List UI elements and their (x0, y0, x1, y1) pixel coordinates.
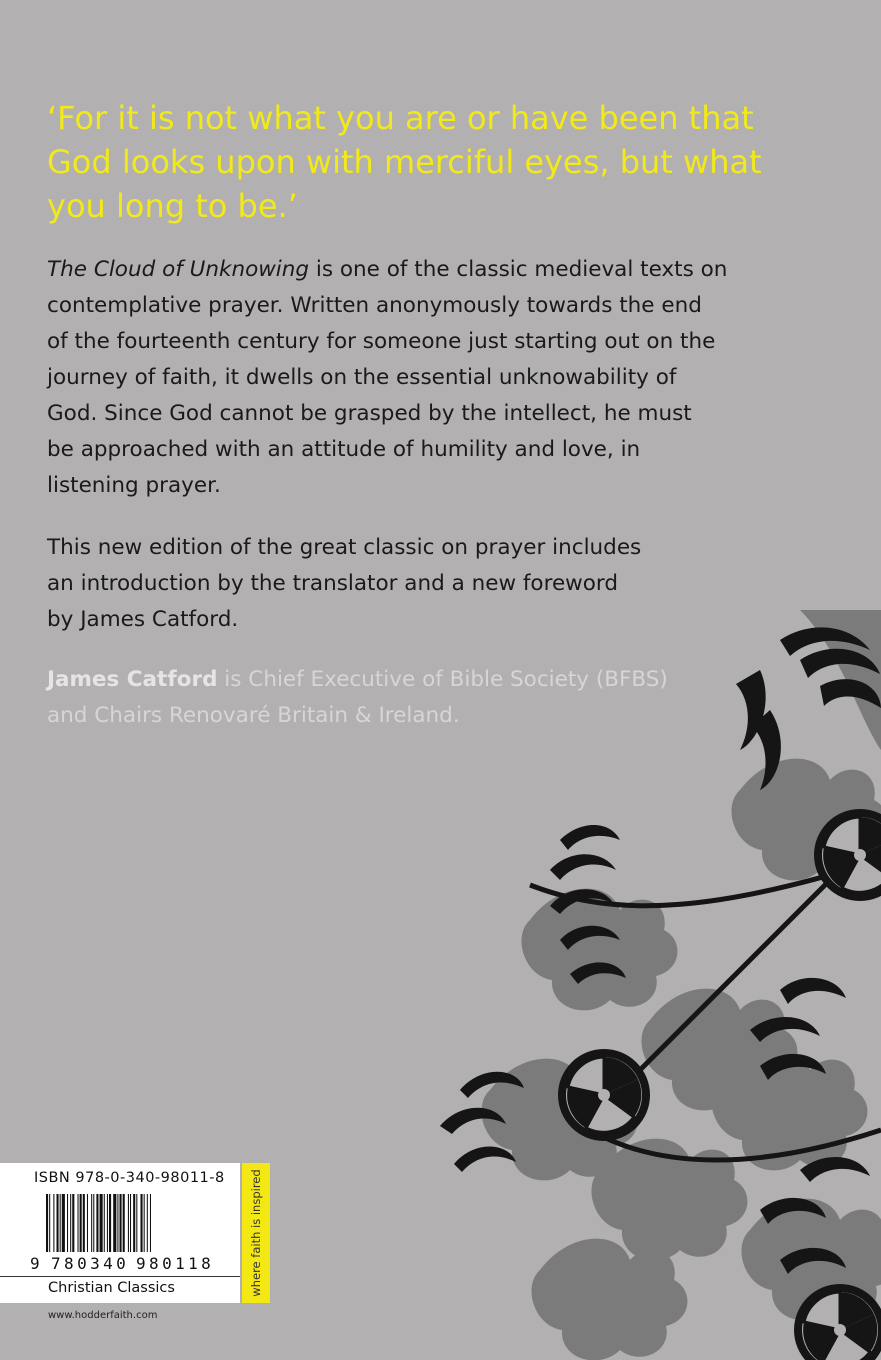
edition-line: an introduction by the translator and a new foreword (47, 571, 619, 596)
barcode-bar (78, 1194, 79, 1252)
barcode-bar (83, 1194, 85, 1252)
barcode-bar (144, 1194, 145, 1252)
barcode-bar (120, 1194, 122, 1252)
barcode-bar (49, 1194, 50, 1252)
description-line-rest: is one of the classic medieval texts on (309, 257, 728, 282)
barcode-bar (107, 1194, 108, 1252)
barcode-bar (130, 1194, 131, 1252)
quote (47, 96, 807, 228)
barcode-bar (67, 1194, 68, 1252)
barcode-digit-first: 9 (30, 1254, 44, 1273)
barcode-bar (100, 1194, 103, 1252)
barcode-bar (70, 1194, 71, 1252)
barcode-bar (80, 1194, 82, 1252)
book-title: The Cloud of Unknowing (47, 257, 310, 282)
edition-line: by James Catford. (47, 607, 239, 632)
quote-line: you long to be.’ (47, 187, 298, 225)
barcode-bar (113, 1194, 116, 1252)
author-note-line: and Chairs Renovaré Britain & Ireland. (47, 703, 460, 728)
barcode-bar (60, 1194, 61, 1252)
floral-ornament (420, 610, 881, 1360)
barcode-digits-right: 980118 (136, 1254, 215, 1273)
barcode-bar (117, 1194, 118, 1252)
quote-line: God looks upon with merciful eyes, but what (47, 143, 762, 181)
isbn-label: ISBN 978-0-340-98011-8 (34, 1170, 225, 1186)
series-label: Christian Classics (48, 1280, 175, 1296)
description-line: journey of faith, it dwells on the essential unknowability of (47, 365, 677, 390)
barcode-bar (87, 1194, 88, 1252)
barcode-bar (91, 1194, 92, 1252)
description-line: contemplative prayer. Written anonymously towards the end (47, 293, 702, 318)
description-line: be approached with an attitude of humility and love, in (47, 437, 641, 462)
quote-line: ‘For it is not what you are or have been that (47, 99, 754, 137)
barcode-bar (96, 1194, 98, 1252)
barcode-bar (136, 1194, 137, 1252)
publisher-tagline: where faith is inspired (249, 1169, 263, 1297)
publisher-website: www.hodderfaith.com (48, 1310, 158, 1321)
barcode-bar (93, 1194, 94, 1252)
barcode-bar (141, 1194, 143, 1252)
barcode-bar (57, 1194, 59, 1252)
description-paragraph (47, 252, 747, 504)
barcode-bar (72, 1194, 74, 1252)
description-line (47, 252, 747, 288)
barcode-bar (46, 1194, 48, 1252)
barcode-bar (123, 1194, 125, 1252)
description-line: of the fourteenth century for someone just starting out on the (47, 329, 716, 354)
barcode (46, 1194, 224, 1252)
description-line: God. Since God cannot be grasped by the intellect, he must (47, 401, 692, 426)
divider (0, 1276, 240, 1277)
barcode-bar (128, 1194, 129, 1252)
barcode-bar (147, 1194, 148, 1252)
barcode-bar (53, 1194, 54, 1252)
barcode-bar (150, 1194, 151, 1252)
barcode-bar (104, 1194, 105, 1252)
description-line: listening prayer. (47, 473, 221, 498)
barcode-bar (62, 1194, 65, 1252)
author-name: James Catford (47, 667, 218, 692)
edition-line: This new edition of the great classic on prayer includes (47, 535, 642, 560)
barcode-digits-left: 780340 (51, 1254, 130, 1273)
barcode-bar (109, 1194, 111, 1252)
barcode-bar (133, 1194, 135, 1252)
author-note-rest: is Chief Executive of Bible Society (BFBS) (217, 667, 668, 692)
